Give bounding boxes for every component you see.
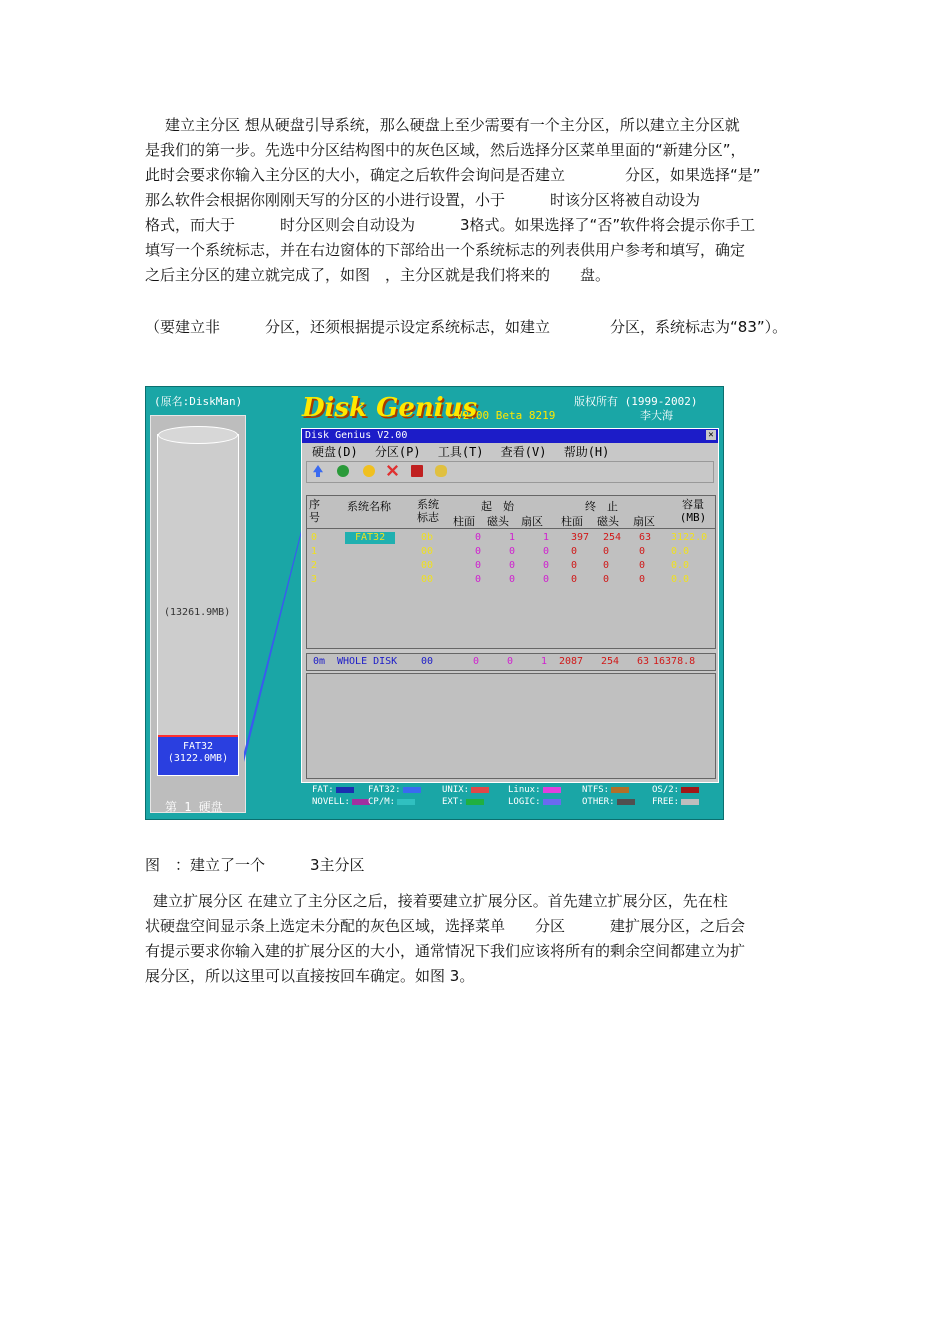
cell-s2: 0 bbox=[639, 560, 646, 571]
copyright-label: 版权所有 (1999-2002) bbox=[574, 395, 698, 408]
legend-label: FAT32: bbox=[368, 785, 401, 795]
whole-sec-start: 1 bbox=[541, 656, 548, 667]
cell-c2: 0 bbox=[571, 560, 578, 571]
main-window bbox=[301, 428, 719, 783]
fat32-partition-block[interactable] bbox=[158, 735, 238, 775]
whole-cyl-start: 0 bbox=[473, 656, 480, 667]
text-line: （要建立非 分区，还须根据提示设定系统标志，如建立 分区，系统标志为“83”）。 bbox=[145, 318, 788, 336]
cell-s2: 63 bbox=[639, 532, 652, 543]
disk-map-panel bbox=[150, 415, 246, 813]
figure-caption: 图 ：建立了一个 3主分区 bbox=[145, 856, 365, 874]
col-size: 容量(MB) bbox=[679, 498, 707, 524]
legend-label: NOVELL: bbox=[312, 797, 350, 807]
col-end: 终 止 bbox=[585, 500, 618, 513]
cell-s2: 0 bbox=[639, 574, 646, 585]
legend-item bbox=[312, 785, 354, 795]
globe-icon[interactable] bbox=[337, 465, 349, 477]
text-line: 之后主分区的建立就完成了，如图 ，主分区就是我们将来的 盘。 bbox=[145, 266, 611, 284]
whole-head-start: 0 bbox=[507, 656, 514, 667]
legend-item bbox=[368, 785, 421, 795]
whole-cyl-end: 2087 bbox=[559, 656, 584, 667]
text-line: 格式，而大于 时分区则会自动设为 3格式。如果选择了“否”软件将会提示你手工 bbox=[145, 216, 756, 234]
legend-item bbox=[582, 797, 635, 807]
legend-item bbox=[508, 797, 561, 807]
free-space-size: (13261.9MB) bbox=[164, 607, 231, 618]
disk-cylinder[interactable] bbox=[157, 434, 239, 776]
text-line: 此时会要求你输入主分区的大小，确定之后软件会询问是否建立 分区，如果选择“是” bbox=[145, 166, 761, 184]
cell-c1: 0 bbox=[475, 532, 482, 543]
cell-c2: 397 bbox=[571, 532, 590, 543]
cell-c2: 0 bbox=[571, 574, 578, 585]
col-sec-start: 扇区 bbox=[521, 515, 543, 528]
legend-label: EXT: bbox=[442, 797, 464, 807]
cell-flag: 0b bbox=[421, 532, 434, 543]
col-cyl-end: 柱面 bbox=[561, 515, 583, 528]
cell-size: 0.0 bbox=[671, 546, 690, 557]
sun-icon[interactable] bbox=[363, 465, 375, 477]
cell-s2: 0 bbox=[639, 546, 646, 557]
menu-view[interactable]: 查看(V) bbox=[500, 445, 547, 459]
save-icon[interactable] bbox=[411, 465, 423, 477]
legend-label: OS/2: bbox=[652, 785, 680, 795]
legend-swatch bbox=[681, 799, 699, 805]
cell-h2: 0 bbox=[603, 546, 610, 557]
partition-name: FAT32 bbox=[182, 741, 214, 752]
cell-name: FAT32 bbox=[345, 532, 395, 544]
cell-seq: 2 bbox=[311, 560, 318, 571]
col-head-end: 磁头 bbox=[597, 515, 619, 528]
col-flag: 系统标志 bbox=[417, 498, 439, 524]
version-label: V2.00 Beta 8219 bbox=[456, 409, 556, 422]
cell-flag: 00 bbox=[421, 560, 434, 571]
col-head-start: 磁头 bbox=[487, 515, 509, 528]
window-title: Disk Genius V2.00 bbox=[305, 430, 408, 441]
cell-seq: 1 bbox=[311, 546, 318, 557]
disk-icon[interactable] bbox=[435, 465, 447, 477]
partition-size: (3122.0MB) bbox=[167, 753, 229, 764]
whole-seq: 0m bbox=[313, 656, 326, 667]
legend-item bbox=[368, 797, 415, 807]
legend-item bbox=[312, 797, 370, 807]
legend-label: LOGIC: bbox=[508, 797, 541, 807]
text-line: 有提示要求你输入建的扩展分区的大小，通常情况下我们应该将所有的剩余空间都建立为扩 bbox=[145, 942, 746, 960]
text-line: 状硬盘空间显示条上选定未分配的灰色区域，选择菜单 分区 建扩展分区，之后会 bbox=[145, 917, 746, 935]
cell-h2: 0 bbox=[603, 560, 610, 571]
whole-flag: 00 bbox=[421, 656, 434, 667]
legend-item bbox=[652, 785, 699, 795]
diskgenius-screenshot bbox=[145, 386, 724, 820]
col-sysname: 系统名称 bbox=[347, 500, 391, 513]
text-line: 建立主分区 想从硬盘引导系统，那么硬盘上至少需要有一个主分区，所以建立主分区就 bbox=[165, 116, 740, 134]
text-line: 那么软件会根据你刚刚天写的分区的小进行设置，小于 时该分区将被自动设为 bbox=[145, 191, 701, 209]
cell-flag: 00 bbox=[421, 574, 434, 585]
legend-item bbox=[442, 797, 484, 807]
legend-swatch bbox=[471, 787, 489, 793]
partition-table bbox=[306, 495, 716, 649]
cell-seq: 0 bbox=[311, 532, 318, 543]
whole-disk-row[interactable] bbox=[306, 653, 716, 671]
paragraph-primary-partition bbox=[145, 113, 815, 288]
whole-head-end: 254 bbox=[601, 656, 620, 667]
author-label: 李大海 bbox=[640, 409, 673, 422]
partition-row[interactable] bbox=[307, 574, 715, 586]
menu-bar bbox=[302, 443, 718, 461]
cell-h2: 0 bbox=[603, 574, 610, 585]
legend-swatch bbox=[466, 799, 484, 805]
partition-row[interactable] bbox=[307, 532, 715, 544]
cell-h2: 254 bbox=[603, 532, 622, 543]
cell-s1: 1 bbox=[543, 532, 550, 543]
legend-label: FAT: bbox=[312, 785, 334, 795]
cylinder-top bbox=[158, 426, 238, 444]
legend-swatch bbox=[681, 787, 699, 793]
legend-swatch bbox=[617, 799, 635, 805]
cell-seq: 3 bbox=[311, 574, 318, 585]
legend-label: FREE: bbox=[652, 797, 680, 807]
partition-row[interactable] bbox=[307, 546, 715, 558]
cell-h1: 0 bbox=[509, 546, 516, 557]
menu-disk[interactable]: 硬盘(D) bbox=[312, 445, 358, 459]
up-arrow-icon[interactable] bbox=[313, 465, 323, 477]
origin-label: (原名:DiskMan) bbox=[154, 395, 243, 408]
cell-c2: 0 bbox=[571, 546, 578, 557]
partition-type-legend bbox=[282, 783, 722, 813]
partition-link-indicator bbox=[244, 527, 304, 767]
cell-s1: 0 bbox=[543, 560, 550, 571]
disk-label: 第 1 硬盘 bbox=[165, 800, 223, 814]
legend-label: NTFS: bbox=[582, 785, 610, 795]
legend-swatch bbox=[397, 799, 415, 805]
cell-c1: 0 bbox=[475, 546, 482, 557]
legend-item bbox=[652, 797, 699, 807]
app-logo: Disk Genius bbox=[302, 393, 478, 423]
cell-size: 0.0 bbox=[671, 574, 690, 585]
text-line: 建立扩展分区 在建立了主分区之后，接着要建立扩展分区。首先建立扩展分区，先在柱 bbox=[153, 892, 728, 910]
close-icon[interactable]: ✕ bbox=[706, 430, 716, 440]
col-cyl-start: 柱面 bbox=[453, 515, 475, 528]
cell-h1: 1 bbox=[509, 532, 516, 543]
legend-label: UNIX: bbox=[442, 785, 470, 795]
col-start: 起 始 bbox=[481, 500, 514, 513]
text-line: 展分区，所以这里可以直接按回车确定。如图 3。 bbox=[145, 967, 475, 985]
cell-c1: 0 bbox=[475, 574, 482, 585]
legend-item bbox=[508, 785, 561, 795]
legend-label: Linux: bbox=[508, 785, 541, 795]
paragraph-note bbox=[145, 315, 815, 340]
cell-size: 3122.0 bbox=[671, 532, 708, 543]
cell-size: 0.0 bbox=[671, 560, 690, 571]
cell-flag: 00 bbox=[421, 546, 434, 557]
cell-h1: 0 bbox=[509, 574, 516, 585]
legend-item bbox=[582, 785, 629, 795]
info-panel bbox=[306, 673, 716, 779]
legend-label: OTHER: bbox=[582, 797, 615, 807]
legend-label: CP/M: bbox=[368, 797, 396, 807]
col-seq: 序号 bbox=[309, 498, 320, 524]
legend-swatch bbox=[336, 787, 354, 793]
text-line: 是我们的第一步。先选中分区结构图中的灰色区域，然后选择分区菜单里面的“新建分区”， bbox=[145, 141, 746, 159]
legend-swatch bbox=[403, 787, 421, 793]
legend-swatch bbox=[543, 787, 561, 793]
partition-row[interactable] bbox=[307, 560, 715, 572]
legend-swatch bbox=[611, 787, 629, 793]
whole-sec-end: 63 bbox=[637, 656, 650, 667]
whole-size: 16378.8 bbox=[653, 656, 696, 667]
whole-name: WHOLE DISK bbox=[337, 656, 398, 667]
menu-partition[interactable]: 分区(P) bbox=[374, 445, 421, 459]
legend-item bbox=[442, 785, 489, 795]
delete-x-icon[interactable] bbox=[387, 465, 398, 476]
cell-c1: 0 bbox=[475, 560, 482, 571]
cell-h1: 0 bbox=[509, 560, 516, 571]
window-titlebar[interactable] bbox=[302, 429, 718, 443]
col-sec-end: 扇区 bbox=[633, 515, 655, 528]
paragraph-extended-partition bbox=[145, 889, 815, 989]
cell-s1: 0 bbox=[543, 574, 550, 585]
toolbar bbox=[306, 461, 714, 483]
menu-help[interactable]: 帮助(H) bbox=[563, 445, 610, 459]
text-line: 填写一个系统标志，并在右边窗体的下部给出一个系统标志的列表供用户参考和填写，确定 bbox=[145, 241, 746, 259]
cell-s1: 0 bbox=[543, 546, 550, 557]
menu-tools[interactable]: 工具(T) bbox=[437, 445, 484, 459]
table-header bbox=[307, 496, 715, 529]
legend-swatch bbox=[543, 799, 561, 805]
